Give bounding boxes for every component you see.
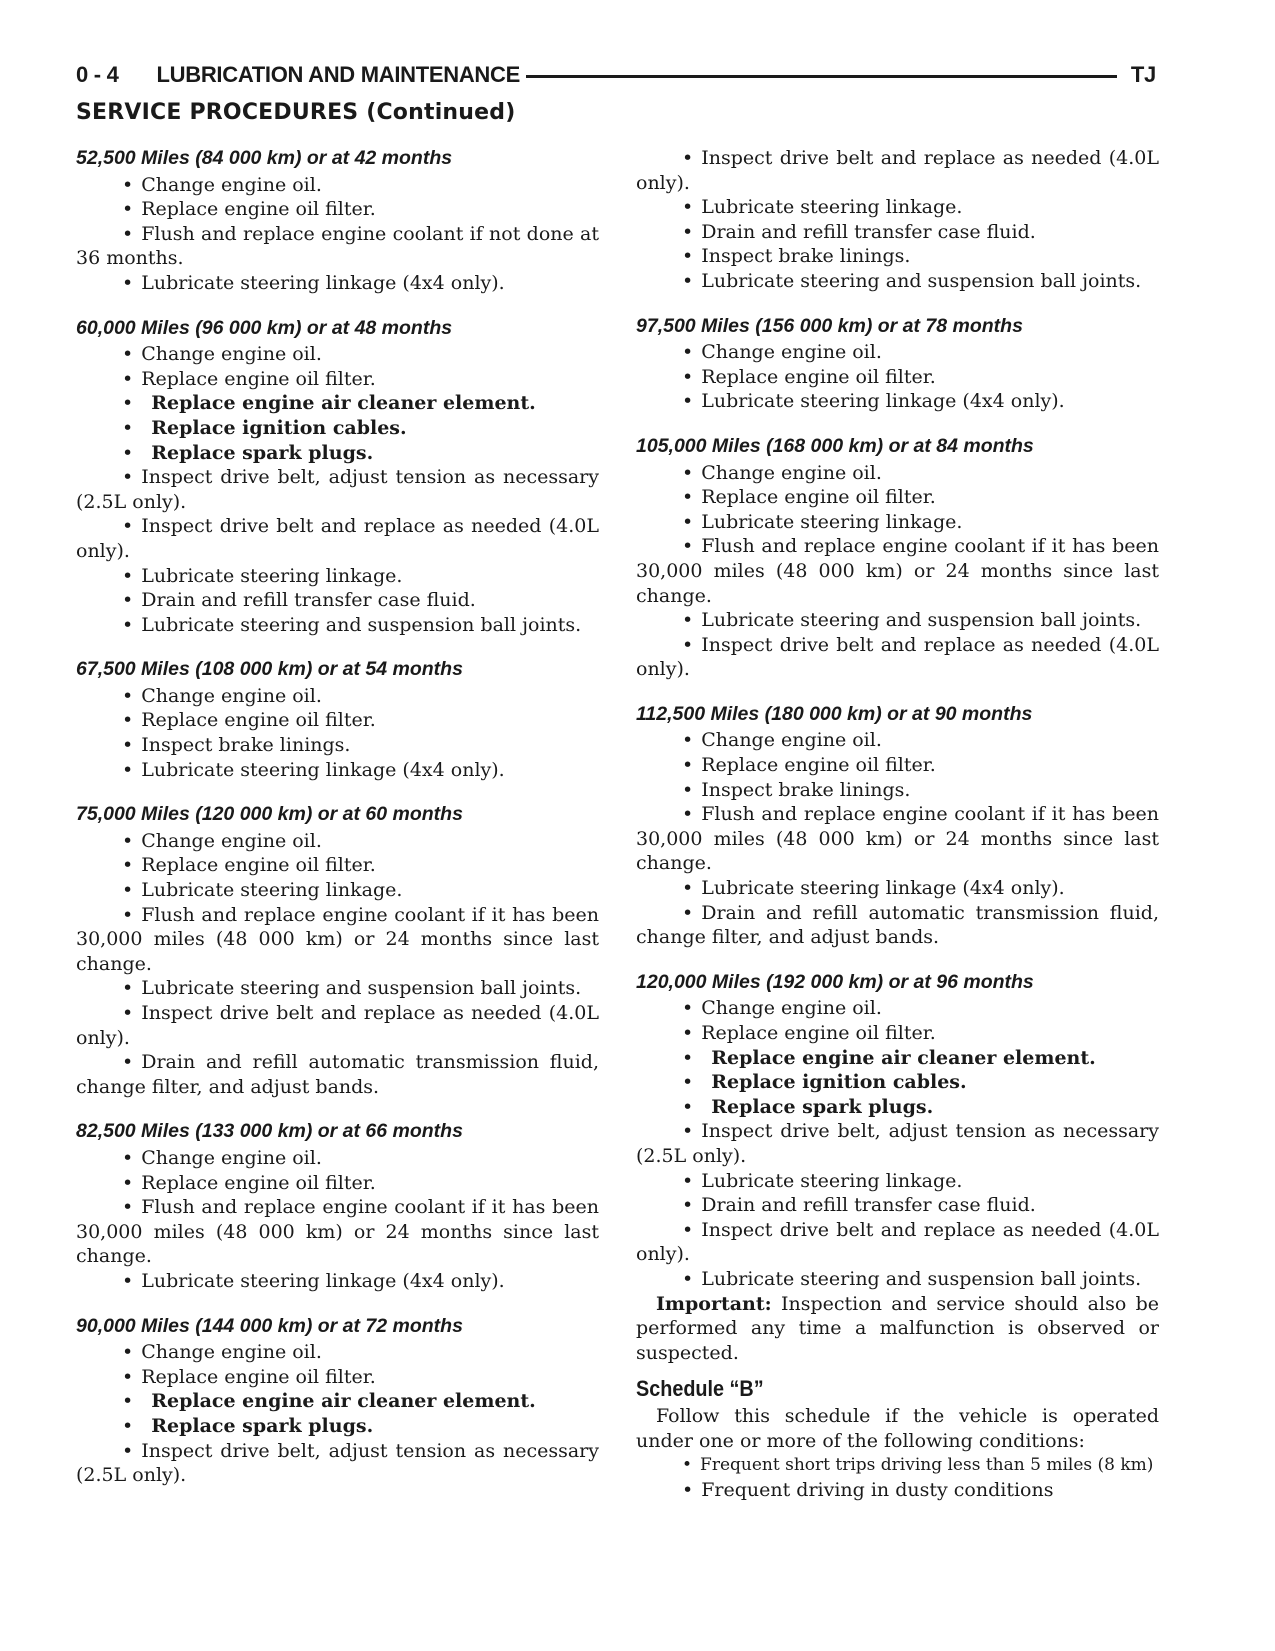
maintenance-interval-group — [636, 146, 1159, 294]
bullet-icon: • — [122, 684, 134, 707]
maintenance-item — [76, 1171, 599, 1196]
maintenance-item — [76, 391, 599, 416]
bullet-icon: • — [682, 1120, 694, 1143]
maintenance-item-text: Replace engine oil filter. — [141, 1365, 376, 1388]
bullet-icon: • — [682, 486, 694, 509]
schedule-b-intro: Follow this schedule if the vehicle is operated under one or more of the following conditions: — [636, 1404, 1159, 1452]
interval-heading: 67,500 Miles (108 000 km) or at 54 months — [76, 658, 463, 681]
maintenance-item — [636, 244, 1159, 269]
condition-item-text: Frequent driving in dusty conditions — [701, 1478, 1054, 1501]
maintenance-interval-group — [636, 314, 1159, 414]
maintenance-item-text: Replace engine air cleaner element. — [151, 392, 536, 415]
bullet-icon: • — [682, 778, 694, 801]
maintenance-item-text: Lubricate steering linkage (4x4 only). — [141, 758, 505, 781]
maintenance-item — [76, 1439, 599, 1488]
bullet-icon: • — [682, 196, 694, 219]
maintenance-item — [76, 684, 599, 709]
bullet-icon: • — [122, 758, 134, 781]
schedule-b-list — [636, 1453, 1159, 1502]
bullet-icon: • — [682, 1267, 694, 1290]
bullet-icon: • — [122, 613, 134, 636]
bullet-icon: • — [122, 367, 134, 390]
maintenance-item-text: Replace engine oil filter. — [701, 754, 936, 777]
maintenance-item — [636, 220, 1159, 245]
maintenance-interval-group — [636, 970, 1159, 1292]
maintenance-item — [636, 753, 1159, 778]
maintenance-item — [76, 465, 599, 514]
maintenance-item — [636, 365, 1159, 390]
maintenance-item-text: Change engine oil. — [141, 1341, 322, 1364]
bullet-icon: • — [122, 709, 134, 732]
maintenance-interval-group — [76, 146, 599, 296]
bullet-icon: • — [122, 198, 134, 221]
bullet-icon: • — [682, 535, 694, 558]
maintenance-item-text: Lubricate steering linkage. — [141, 879, 403, 902]
maintenance-item-text: Change engine oil. — [141, 1146, 322, 1169]
maintenance-item-text: Lubricate steering and suspension ball joints. — [701, 1267, 1142, 1290]
maintenance-item — [636, 1021, 1159, 1046]
maintenance-item-text: Replace engine oil filter. — [701, 365, 936, 388]
bullet-icon: • — [682, 147, 694, 169]
maintenance-item-text: Inspect drive belt and replace as needed (4.0L only). — [636, 147, 1159, 194]
maintenance-item — [636, 876, 1159, 901]
maintenance-item-text: Lubricate steering and suspension ball joints. — [141, 977, 582, 1000]
bullet-icon: • — [682, 510, 694, 533]
right-column — [636, 146, 1159, 1502]
interval-heading: 52,500 Miles (84 000 km) or at 42 months — [76, 147, 453, 169]
chapter-title: LUBRICATION AND MAINTENANCE — [156, 62, 520, 87]
bullet-icon: • — [682, 1095, 694, 1118]
bullet-icon: • — [682, 1455, 693, 1476]
maintenance-item — [76, 222, 599, 271]
maintenance-item — [636, 802, 1159, 876]
header-rule — [526, 75, 1117, 78]
maintenance-item — [636, 633, 1159, 682]
interval-heading: 82,500 Miles (133 000 km) or at 66 months — [76, 1120, 463, 1143]
maintenance-item-text: Change engine oil. — [701, 997, 882, 1020]
bullet-icon: • — [122, 1146, 134, 1169]
right-column-groups — [636, 146, 1159, 1292]
important-label: Important: — [656, 1292, 772, 1315]
maintenance-item — [636, 269, 1159, 294]
bullet-icon: • — [122, 903, 134, 926]
bullet-icon: • — [682, 877, 694, 900]
maintenance-item — [636, 608, 1159, 633]
bullet-icon: • — [122, 854, 134, 877]
maintenance-item — [76, 878, 599, 903]
maintenance-interval-group — [76, 316, 599, 638]
maintenance-item-text: Change engine oil. — [141, 173, 322, 196]
bullet-icon: • — [682, 609, 694, 632]
maintenance-item — [636, 1169, 1159, 1194]
bullet-icon: • — [122, 515, 134, 538]
bullet-icon: • — [122, 1269, 134, 1292]
maintenance-item — [636, 1046, 1159, 1071]
maintenance-item — [636, 195, 1159, 220]
maintenance-item — [76, 514, 599, 563]
interval-heading: 120,000 Miles (192 000 km) or at 96 months — [636, 970, 1034, 993]
maintenance-item-text: Flush and replace engine coolant if it has been 30,000 miles (48 000 km) or 24 months since last change. — [76, 903, 599, 975]
maintenance-item-text: Flush and replace engine coolant if it has been 30,000 miles (48 000 km) or 24 months since last change. — [76, 1196, 599, 1268]
maintenance-item — [76, 1146, 599, 1171]
bullet-icon: • — [122, 1390, 134, 1413]
bullet-icon: • — [122, 1051, 134, 1074]
maintenance-item-text: Inspect drive belt and replace as needed (4.0L only). — [76, 1002, 599, 1049]
maintenance-item-text: Replace engine oil filter. — [701, 1022, 936, 1044]
maintenance-interval-group — [76, 1314, 599, 1488]
maintenance-item-text: Lubricate steering and suspension ball joints. — [141, 613, 582, 636]
bullet-icon: • — [122, 1341, 134, 1364]
maintenance-interval-group — [636, 702, 1159, 950]
bullet-icon: • — [682, 1478, 694, 1501]
maintenance-item — [76, 416, 599, 441]
maintenance-item — [76, 853, 599, 878]
maintenance-item-text: Drain and refill automatic transmission fluid, change filter, and adjust bands. — [76, 1051, 599, 1098]
bullet-icon: • — [682, 803, 694, 826]
maintenance-item-text: Flush and replace engine coolant if it has been 30,000 miles (48 000 km) or 24 months since last change. — [636, 803, 1159, 875]
maintenance-item — [76, 1269, 599, 1294]
maintenance-item-text: Inspect brake linings. — [141, 734, 351, 757]
maintenance-item — [636, 728, 1159, 753]
bullet-icon: • — [122, 271, 134, 294]
maintenance-item-text: Lubricate steering and suspension ball joints. — [701, 609, 1142, 632]
bullet-icon: • — [122, 173, 134, 196]
maintenance-item — [76, 564, 599, 589]
maintenance-item — [76, 829, 599, 854]
maintenance-item — [636, 1218, 1159, 1267]
bullet-icon: • — [682, 1218, 694, 1241]
maintenance-item-text: Replace engine oil filter. — [141, 709, 376, 732]
bullet-icon: • — [122, 1002, 134, 1024]
maintenance-item — [636, 901, 1159, 950]
bullet-icon: • — [682, 1071, 694, 1094]
maintenance-item-text: Lubricate steering linkage (4x4 only). — [141, 271, 505, 294]
maintenance-item-text: Flush and replace engine coolant if not done at 36 months. — [76, 222, 599, 270]
condition-item — [636, 1453, 1159, 1478]
maintenance-item — [76, 1414, 599, 1439]
maintenance-interval-group — [76, 802, 599, 1099]
maintenance-item — [76, 367, 599, 392]
maintenance-item-text: Change engine oil. — [141, 684, 322, 707]
maintenance-item — [76, 708, 599, 733]
bullet-icon: • — [682, 390, 694, 413]
maintenance-item — [76, 342, 599, 367]
maintenance-item-text: Lubricate steering linkage. — [141, 564, 403, 587]
maintenance-item — [636, 778, 1159, 803]
maintenance-item-text: Replace engine oil filter. — [141, 198, 376, 221]
bullet-icon: • — [682, 245, 694, 268]
maintenance-item — [76, 1001, 599, 1050]
bullet-icon: • — [122, 222, 134, 245]
section-title: SERVICE PROCEDURES (Continued) — [76, 100, 516, 125]
maintenance-item — [636, 146, 1159, 195]
maintenance-item-text: Flush and replace engine coolant if it has been 30,000 miles (48 000 km) or 24 months since last change. — [636, 535, 1159, 607]
model-code: TJ — [1130, 62, 1156, 87]
bullet-icon: • — [122, 416, 134, 439]
bullet-icon: • — [682, 1194, 694, 1217]
maintenance-item-text: Change engine oil. — [701, 461, 882, 484]
maintenance-item-text: Lubricate steering and suspension ball joints. — [701, 269, 1142, 292]
maintenance-item-text: Replace spark plugs. — [151, 1414, 374, 1437]
bullet-icon: • — [682, 997, 694, 1020]
maintenance-item — [636, 1070, 1159, 1095]
maintenance-item — [76, 758, 599, 783]
bullet-icon: • — [122, 343, 134, 366]
bullet-icon: • — [682, 754, 694, 777]
bullet-icon: • — [682, 461, 694, 484]
page-number: 0 - 4 — [76, 62, 119, 87]
maintenance-item-text: Replace spark plugs. — [711, 1095, 934, 1118]
maintenance-item-text: Inspect drive belt and replace as needed (4.0L only). — [636, 1218, 1159, 1266]
maintenance-item-text: Inspect drive belt, adjust tension as necessary (2.5L only). — [76, 1439, 599, 1487]
maintenance-item-text: Replace ignition cables. — [151, 416, 407, 439]
maintenance-interval-group — [76, 1119, 599, 1293]
maintenance-item-text: Lubricate steering linkage (4x4 only). — [701, 390, 1065, 413]
maintenance-item-text: Replace engine oil filter. — [141, 1171, 376, 1194]
maintenance-item-text: Replace ignition cables. — [711, 1071, 967, 1094]
maintenance-item-text: Drain and refill automatic transmission fluid, change filter, and adjust bands. — [636, 901, 1159, 949]
interval-heading: 112,500 Miles (180 000 km) or at 90 months — [636, 702, 1033, 725]
condition-item — [636, 1478, 1159, 1503]
bullet-icon: • — [122, 977, 134, 1000]
maintenance-item-text: Replace engine oil filter. — [141, 367, 376, 390]
bullet-icon: • — [682, 1046, 694, 1069]
bullet-icon: • — [122, 466, 134, 489]
maintenance-item — [636, 996, 1159, 1021]
bullet-icon: • — [682, 220, 694, 243]
maintenance-item-text: Lubricate steering linkage. — [701, 510, 963, 533]
maintenance-item — [76, 271, 599, 296]
maintenance-item-text: Drain and refill transfer case fluid. — [701, 1194, 1036, 1217]
maintenance-item-text: Replace engine oil filter. — [701, 486, 936, 509]
important-note — [636, 1292, 1159, 1366]
bullet-icon: • — [122, 564, 134, 587]
interval-heading: 60,000 Miles (96 000 km) or at 48 months — [76, 316, 453, 339]
bullet-icon: • — [122, 879, 134, 902]
bullet-icon: • — [122, 392, 134, 415]
maintenance-item — [76, 588, 599, 613]
maintenance-item-text: Drain and refill transfer case fluid. — [141, 589, 476, 612]
maintenance-item-text: Inspect brake linings. — [701, 778, 911, 801]
maintenance-item-text: Change engine oil. — [141, 343, 322, 366]
condition-item-text: Frequent short trips driving less than 5 miles (8 km) — [700, 1455, 1154, 1476]
bullet-icon: • — [682, 901, 694, 924]
maintenance-item — [636, 1095, 1159, 1120]
maintenance-item — [76, 733, 599, 758]
maintenance-item-text: Change engine oil. — [701, 729, 882, 752]
left-column — [76, 146, 599, 1508]
maintenance-item — [636, 340, 1159, 365]
interval-heading: 97,500 Miles (156 000 km) or at 78 months — [636, 314, 1023, 337]
important-text: Inspection and service should also be performed any time a malfunction is observed or suspected. — [636, 1292, 1160, 1364]
maintenance-item-text: Lubricate steering linkage (4x4 only). — [141, 1269, 505, 1292]
maintenance-item-text: Replace engine air cleaner element. — [711, 1046, 1096, 1069]
bullet-icon: • — [122, 1171, 134, 1194]
maintenance-item-text: Lubricate steering linkage. — [701, 196, 963, 219]
maintenance-interval-group — [636, 434, 1159, 682]
bullet-icon: • — [122, 734, 134, 757]
maintenance-item-text: Lubricate steering linkage. — [701, 1169, 963, 1192]
maintenance-item — [636, 461, 1159, 486]
page-header — [76, 58, 1156, 92]
maintenance-item-text: Lubricate steering linkage (4x4 only). — [701, 877, 1065, 900]
maintenance-item-text: Change engine oil. — [141, 829, 322, 852]
maintenance-item — [76, 1389, 599, 1414]
bullet-icon: • — [122, 1365, 134, 1388]
interval-heading: 105,000 Miles (168 000 km) or at 84 months — [636, 434, 1034, 457]
maintenance-item — [76, 976, 599, 1001]
maintenance-item — [76, 1195, 599, 1269]
maintenance-item-text: Drain and refill transfer case fluid. — [701, 220, 1036, 243]
bullet-icon: • — [122, 1414, 134, 1437]
interval-heading: 90,000 Miles (144 000 km) or at 72 months — [76, 1314, 463, 1337]
maintenance-item-text: Replace engine oil filter. — [141, 854, 376, 877]
maintenance-item — [76, 1050, 599, 1099]
maintenance-item — [636, 534, 1159, 608]
bullet-icon: • — [122, 1439, 134, 1462]
maintenance-item-text: Inspect drive belt and replace as needed (4.0L only). — [76, 515, 599, 562]
maintenance-item-text: Inspect drive belt, adjust tension as necessary (2.5L only). — [76, 466, 599, 513]
maintenance-item — [76, 1340, 599, 1365]
bullet-icon: • — [682, 365, 694, 388]
maintenance-item — [636, 389, 1159, 414]
bullet-icon: • — [682, 341, 694, 364]
bullet-icon: • — [122, 441, 134, 464]
bullet-icon: • — [122, 1196, 134, 1219]
maintenance-item — [76, 613, 599, 638]
bullet-icon: • — [682, 269, 694, 292]
bullet-icon: • — [682, 633, 694, 656]
maintenance-item-text: Change engine oil. — [701, 341, 882, 364]
bullet-icon: • — [122, 829, 134, 852]
maintenance-item-text: Inspect drive belt and replace as needed (4.0L only). — [636, 633, 1159, 681]
bullet-icon: • — [682, 1169, 694, 1192]
maintenance-item-text: Replace engine air cleaner element. — [151, 1390, 536, 1413]
maintenance-item — [76, 903, 599, 977]
schedule-b-heading: Schedule “B” — [636, 1376, 764, 1402]
maintenance-item — [76, 197, 599, 222]
bullet-icon: • — [122, 589, 134, 612]
bullet-icon: • — [682, 1022, 694, 1044]
maintenance-item-text: Inspect drive belt, adjust tension as necessary (2.5L only). — [636, 1120, 1159, 1167]
bullet-icon: • — [682, 729, 694, 752]
maintenance-item — [636, 1267, 1159, 1292]
maintenance-item — [76, 441, 599, 466]
maintenance-item — [76, 173, 599, 198]
maintenance-item — [636, 1119, 1159, 1168]
maintenance-item-text: Inspect brake linings. — [701, 245, 911, 268]
maintenance-interval-group — [76, 657, 599, 782]
interval-heading: 75,000 Miles (120 000 km) or at 60 months — [76, 803, 463, 826]
maintenance-item — [636, 510, 1159, 535]
maintenance-item-text: Replace spark plugs. — [151, 441, 374, 464]
maintenance-item — [636, 1193, 1159, 1218]
maintenance-item — [636, 485, 1159, 510]
maintenance-item — [76, 1365, 599, 1390]
